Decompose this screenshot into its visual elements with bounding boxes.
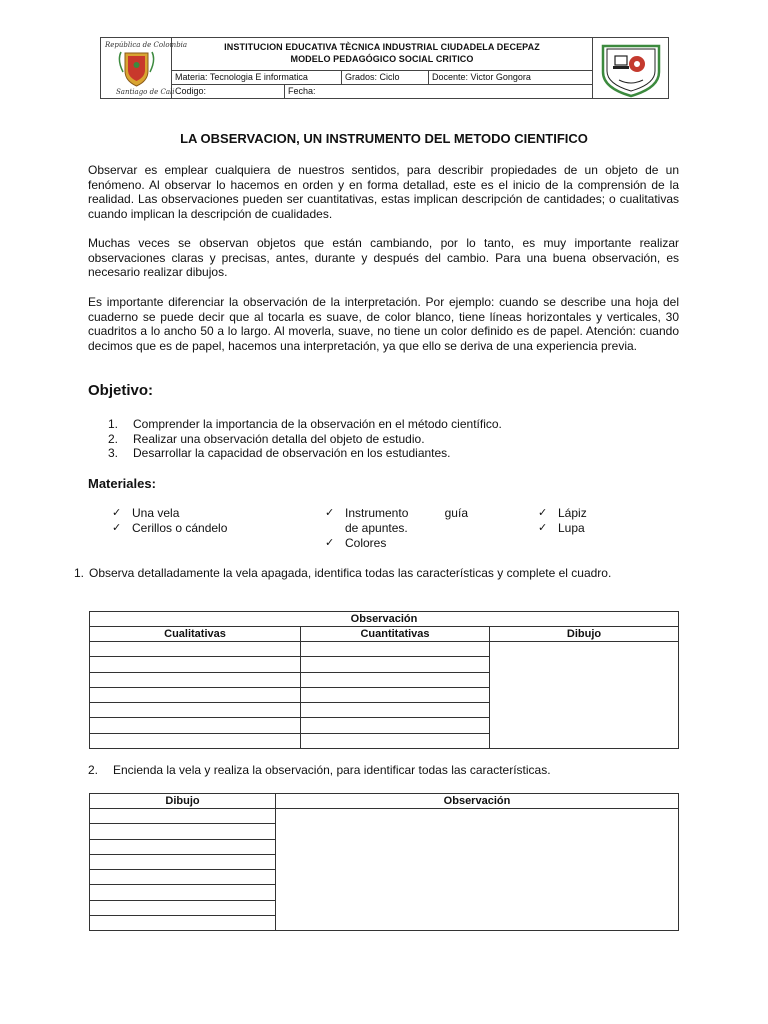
dibujo-area[interactable] <box>490 642 679 749</box>
table-row <box>90 642 679 657</box>
codigo-cell: Codigo: <box>172 85 285 98</box>
observation-table-2 <box>89 793 679 931</box>
table-cell[interactable] <box>301 642 490 657</box>
table-cell[interactable] <box>90 703 301 718</box>
question-2: 2. Encienda la vela y realiza la observación, para identificar todas las características. <box>88 763 551 777</box>
col-header-cuantitativas: Cuantitativas <box>301 627 490 642</box>
list-item: ✓ Una vela <box>112 506 180 520</box>
table-cell[interactable] <box>90 672 301 687</box>
table-cell[interactable] <box>90 687 301 702</box>
table-cell[interactable] <box>301 672 490 687</box>
table-cell[interactable] <box>90 824 276 839</box>
materia-cell: Materia: Tecnologia E informatica <box>172 71 342 84</box>
materiales-heading: Materiales: <box>88 476 156 491</box>
header-info <box>172 38 592 98</box>
grados-cell: Grados: Ciclo <box>342 71 429 84</box>
col-header-dibujo: Dibujo <box>490 627 679 642</box>
paragraph-1: Observar es emplear cualquiera de nuestros sentidos, para describir propiedades de un objeto de un fenómeno. Al observar lo hacemos en orden y en forma detallad, este es el inicio de la comprensión de la realidad. Las observaciones pueden ser cuantitativas, estas implican descripción de cantidades; o cualitativas cuando implican la descripción de cualidades. <box>88 163 679 221</box>
objetivo-heading: Objetivo: <box>88 382 154 399</box>
checkmark-icon: ✓ <box>325 507 335 519</box>
table-cell[interactable] <box>90 916 276 931</box>
seal-top-text: República de Colombia <box>105 41 188 49</box>
objetivo-list <box>108 417 668 461</box>
list-item: ✓ Lupa <box>538 521 585 535</box>
table-cell[interactable] <box>90 733 301 748</box>
materiales-col-3 <box>538 506 587 536</box>
col-header-dibujo: Dibujo <box>90 794 276 809</box>
table-cell[interactable] <box>301 703 490 718</box>
table-cell[interactable] <box>90 854 276 869</box>
list-item: ✓ Colores <box>325 536 387 550</box>
header-row-codigo <box>172 85 592 98</box>
table-cell[interactable] <box>90 900 276 915</box>
page-title: LA OBSERVACION, UN INSTRUMENTO DEL METODO CIENTIFICO <box>180 131 588 146</box>
list-item: 2. Realizar una observación detalla del objeto de estudio. <box>108 431 425 446</box>
table-cell[interactable] <box>90 839 276 854</box>
docente-cell: Docente: Victor Gongora <box>432 71 531 82</box>
seal-bottom-text: Santiago de Cali <box>116 88 175 96</box>
col-header-observacion: Observación <box>276 794 679 809</box>
fecha-cell: Fecha: <box>288 85 316 96</box>
table-cell[interactable] <box>301 733 490 748</box>
list-item: 1. Comprender la importancia de la observación en el método científico. <box>108 417 502 431</box>
header-title-block <box>172 38 592 71</box>
checkmark-icon: ✓ <box>112 507 122 519</box>
table-cell[interactable] <box>90 885 276 900</box>
table-cell[interactable] <box>90 718 301 733</box>
school-shield-icon <box>593 38 669 100</box>
materiales-col-1 <box>112 506 227 536</box>
observacion-area[interactable] <box>276 809 679 931</box>
document-header <box>100 37 669 99</box>
list-item: de apuntes. <box>345 521 408 535</box>
school-logo <box>592 38 668 98</box>
table-cell[interactable] <box>90 657 301 672</box>
institution-name: INSTITUCION EDUCATIVA TÈCNICA INDUSTRIAL CIUDADELA DECEPAZ <box>224 42 540 52</box>
list-item: ✓ Lápiz <box>538 506 587 520</box>
col-header-cualitativas: Cualitativas <box>90 627 301 642</box>
table-cell[interactable] <box>301 657 490 672</box>
observation-table-1 <box>89 611 679 749</box>
pedagogic-model: MODELO PEDAGÓGICO SOCIAL CRITICO <box>290 54 474 64</box>
question-1: 1. Observa detalladamente la vela apagada, identifica todas las características y complete el cuadro. <box>74 566 612 580</box>
checkmark-icon: ✓ <box>538 522 548 534</box>
checkmark-icon: ✓ <box>325 537 335 549</box>
paragraph-2: Muchas veces se observan objetos que están cambiando, por lo tanto, es muy importante realizar observaciones claras y precisas, antes, durante y después del cambio. Para una buena observación, es necesario realizar dibujos. <box>88 236 679 280</box>
header-row-materia <box>172 71 592 85</box>
checkmark-icon: ✓ <box>112 522 122 534</box>
paragraph-3: Es importante diferenciar la observación de la interpretación. Por ejemplo: cuando se describe una hoja del cuaderno se puede decir que al tocarla es suave, de color blanco, tiene líneas horizontales y verticales, 30 cuadritos a lo ancho 50 a lo largo. Al moverla, suave, no tiene un color definido es de papel. Atención: cuando decimos que es de papel, hacemos una interpretación, ya que ello se deriva de una experiencia previa. <box>88 295 679 353</box>
table-cell[interactable] <box>90 642 301 657</box>
list-item: 3. Desarrollar la capacidad de observación en los estudiantes. <box>108 446 451 461</box>
checkmark-icon: ✓ <box>538 507 548 519</box>
table-caption: Observación <box>90 612 679 627</box>
colombia-seal <box>101 38 188 98</box>
table-cell[interactable] <box>90 870 276 885</box>
table-row <box>90 809 679 824</box>
table-cell[interactable] <box>90 809 276 824</box>
list-item: ✓ Instrumento guía <box>325 506 468 520</box>
table-cell[interactable] <box>301 687 490 702</box>
list-item: ✓ Cerillos o cándelo <box>112 521 228 535</box>
materiales-col-2 <box>325 506 468 551</box>
table-cell[interactable] <box>301 718 490 733</box>
